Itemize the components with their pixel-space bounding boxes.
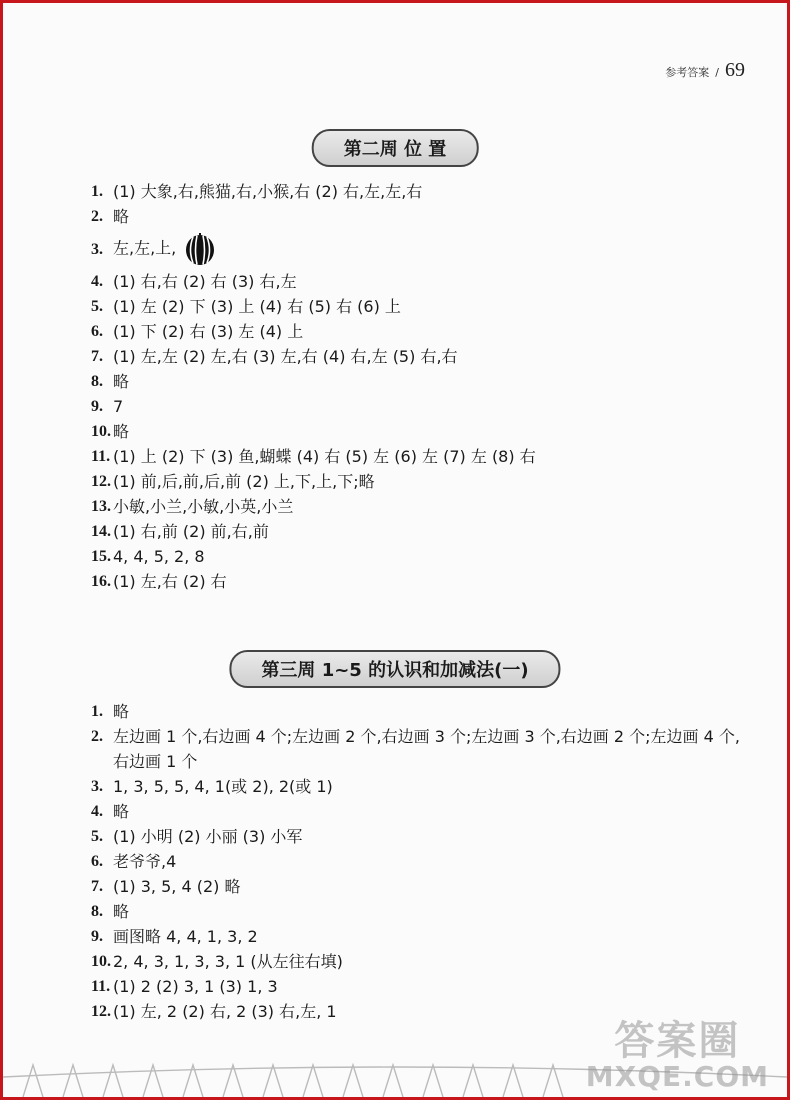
page-number: 69 bbox=[725, 59, 745, 81]
watermelon-icon bbox=[184, 232, 216, 266]
answer-item: 10. 略 bbox=[91, 422, 130, 441]
answer-item: 1. 略 bbox=[91, 702, 130, 721]
answer-item: 1. (1) 大象,右,熊猫,右,小猴,右 (2) 右,左,左,右 bbox=[91, 182, 423, 201]
header-separator: / bbox=[715, 66, 719, 79]
watermark-line2: MXQE.COM bbox=[585, 1059, 769, 1093]
answer-item: 10. 2, 4, 3, 1, 3, 3, 1 (从左往右填) bbox=[91, 952, 343, 971]
answer-item: 11. (1) 2 (2) 3, 1 (3) 1, 3 bbox=[91, 977, 278, 996]
answer-item: 9. 7 bbox=[91, 397, 124, 416]
answer-item: 6. 老爷爷,4 bbox=[91, 852, 177, 871]
answer-item: 5. (1) 小明 (2) 小丽 (3) 小军 bbox=[91, 827, 303, 846]
answer-item: 13. 小敏,小兰,小敏,小英,小兰 bbox=[91, 497, 294, 516]
watermark bbox=[585, 1017, 769, 1093]
answer-item: 5. (1) 左 (2) 下 (3) 上 (4) 右 (5) 右 (6) 上 bbox=[91, 297, 401, 316]
answer-item: 12. (1) 左, 2 (2) 右, 2 (3) 右,左, 1 bbox=[91, 1002, 337, 1021]
answer-item: 14. (1) 右,前 (2) 前,右,前 bbox=[91, 522, 269, 541]
section-title-week2: 第二周 位 置 bbox=[312, 129, 479, 167]
answer-item: 4. 略 bbox=[91, 802, 130, 821]
answer-item: 12. (1) 前,后,前,后,前 (2) 上,下,上,下;略 bbox=[91, 472, 375, 491]
watermark-line1: 答案圈 bbox=[614, 1017, 741, 1064]
header-section: 参考答案 bbox=[665, 66, 710, 79]
answer-item: 16. (1) 左,右 (2) 右 bbox=[91, 572, 227, 591]
answer-item: 6. (1) 下 (2) 右 (3) 左 (4) 上 bbox=[91, 322, 304, 341]
answer-item: 11. (1) 上 (2) 下 (3) 鱼,蝴蝶 (4) 右 (5) 左 (6) 左 (7) 左 (8) 右 bbox=[91, 447, 536, 466]
answer-item: 9. 画图略 4, 4, 1, 3, 2 bbox=[91, 927, 258, 946]
answer-item: 7. (1) 3, 5, 4 (2) 略 bbox=[91, 877, 241, 896]
answer-list-week2 bbox=[91, 179, 747, 594]
section-title-week3: 第三周 1~5 的认识和加减法(一) bbox=[229, 650, 560, 688]
answer-item: 7. (1) 左,左 (2) 左,右 (3) 左,右 (4) 右,左 (5) 右,右 bbox=[91, 347, 458, 366]
answer-list-week3 bbox=[91, 699, 747, 1024]
page-header bbox=[665, 59, 745, 82]
answer-item: 3. 左,左,上, bbox=[91, 229, 747, 269]
answer-item: 3. 1, 3, 5, 5, 4, 1(或 2), 2(或 1) bbox=[91, 777, 333, 796]
answer-item: 8. 略 bbox=[91, 372, 130, 391]
answer-item: 2. 略 bbox=[91, 207, 130, 226]
answer-item: 15. 4, 4, 5, 2, 8 bbox=[91, 547, 205, 566]
answer-item: 4. (1) 右,右 (2) 右 (3) 右,左 bbox=[91, 272, 297, 291]
answer-item: 8. 略 bbox=[91, 902, 130, 921]
answer-item: 2. 左边画 1 个,右边画 4 个;左边画 2 个,右边画 3 个;左边画 3 个,右边画 2 个;左边画 4 个,右边画 1 个 bbox=[91, 727, 740, 771]
